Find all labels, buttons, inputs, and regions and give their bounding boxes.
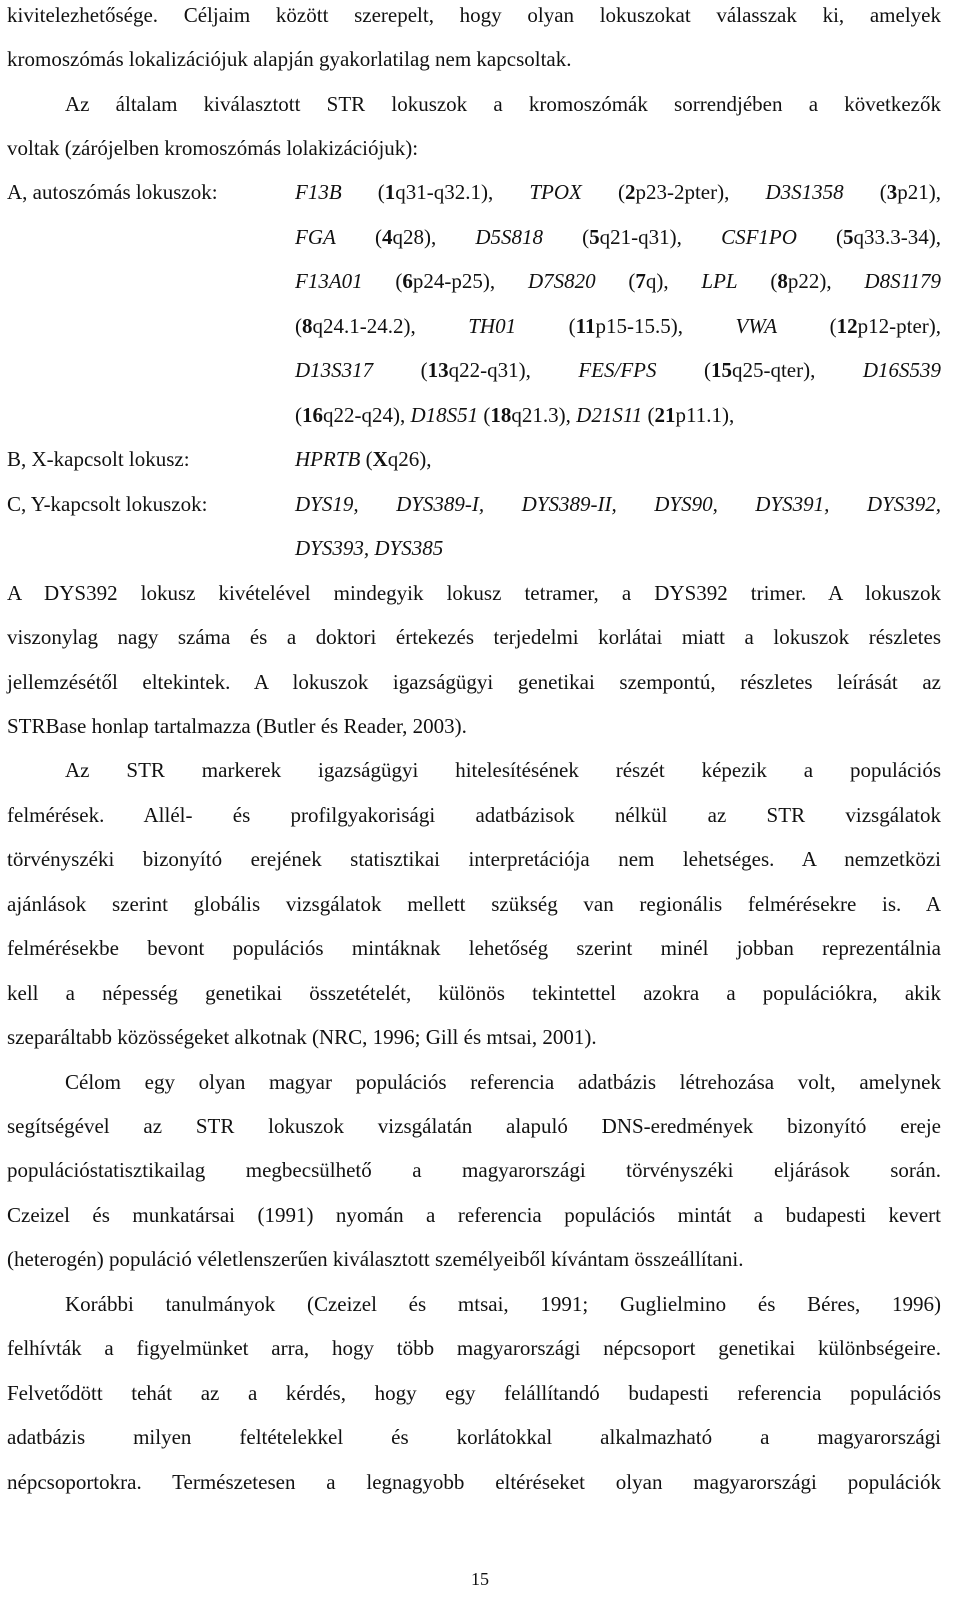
locus-entry: CSF1PO (5q33.3-34),: [721, 225, 942, 249]
loci-line: [295, 266, 941, 296]
text-line: (heterogén) populáció véletlenszerűen kiválasztott személyeiből kívántam összeállítani.: [7, 1247, 744, 1271]
text-line: Felvetődött tehát az a kérdés, hogy egy felállítandó budapesti referencia populációs: [7, 1381, 941, 1405]
locus-entry: (8q24.1-24.2),: [295, 314, 469, 338]
locus-entry: D16S539: [862, 358, 942, 382]
text-line: Korábbi tanulmányok (Czeizel és mtsai, 1991; Guglielmino és Béres, 1996): [65, 1292, 941, 1316]
text-line: adatbázis milyen feltételekkel és korlátokkal alkalmazható a magyarországi: [7, 1425, 941, 1449]
page-number: 15: [471, 1569, 489, 1589]
loci-line: [295, 489, 941, 519]
locus-entry: D5S818 (5q21-q31),: [475, 225, 722, 249]
text-line: Célom egy olyan magyar populációs referencia adatbázis létrehozása volt, amelynek: [65, 1070, 941, 1094]
locus-entry: F13A01 (6p24-p25),: [295, 269, 528, 293]
text-line: felmérésekbe bevont populációs mintáknak lehetőség szerint minél jobban reprezentálnia: [7, 936, 941, 960]
locus-entry: D7S820 (7q),: [527, 269, 702, 293]
text-line: felmérések. Allél- és profilgyakorisági adatbázisok nélkül az STR vizsgálatok: [7, 803, 941, 827]
text-line: A DYS392 lokusz kivételével mindegyik lokusz tetramer, a DYS392 trimer. A lokuszok: [7, 581, 941, 605]
loci-line: [295, 222, 941, 252]
x-linked-locus-label: B, X-kapcsolt lokusz:: [7, 447, 190, 471]
y-linked-loci-label: C, Y-kapcsolt lokuszok:: [7, 492, 208, 516]
y-loci-list: DYS393, DYS385: [295, 536, 444, 560]
locus-entry: VWA (12p12-pter),: [735, 314, 942, 338]
loci-line: [295, 444, 941, 474]
text-line: felhívták a figyelmünket arra, hogy több magyarországi népcsoport genetikai különbségeire.: [7, 1336, 941, 1360]
autosomal-loci-label: A, autoszómás lokuszok:: [7, 180, 218, 204]
locus-entry: TH01 (11p15-15.5),: [468, 314, 736, 338]
locus-entry: D8S1179: [864, 269, 942, 293]
text-line: STRBase honlap tartalmazza (Butler és Reader, 2003).: [7, 714, 467, 738]
text-line: Az általam kiválasztott STR lokuszok a kromoszómák sorrendjében a következők: [65, 92, 941, 116]
text-line: népcsoportokra. Természetesen a legnagyobb eltéréseket olyan magyarországi populációk: [7, 1470, 941, 1494]
text-line: kivitelezhetősége. Céljaim között szerepelt, hogy olyan lokuszokat válasszak ki, amelyek: [7, 3, 941, 27]
locus-entry: D18S51 (18q21.3),: [410, 403, 577, 427]
text-line: szeparáltabb közösségeket alkotnak (NRC, 1996; Gill és mtsai, 2001).: [7, 1025, 597, 1049]
text-line: Az STR markerek igazságügyi hitelesítésének részét képezik a populációs: [65, 758, 941, 782]
text-line: kell a népesség genetikai összetételét, különös tekintettel azokra a populációkra, akik: [7, 981, 941, 1005]
text-line: segítségével az STR lokuszok vizsgálatán alapuló DNS-eredmények bizonyító ereje: [7, 1114, 941, 1138]
locus-entry: HPRTB (Xq26),: [295, 447, 432, 471]
loci-line: [295, 355, 941, 385]
text-line: voltak (zárójelben kromoszómás lolakizációjuk):: [7, 136, 419, 160]
loci-line: [295, 400, 941, 430]
locus-entry: FES/FPS (15q25-qter),: [578, 358, 863, 382]
locus-entry: (16q22-q24),: [295, 403, 411, 427]
text-line: ajánlások szerint globális vizsgálatok mellett szükség van regionális felmérésekre is. A: [7, 892, 941, 916]
locus-entry: LPL (8p22),: [701, 269, 865, 293]
locus-entry: D21S11 (21p11.1),: [576, 403, 735, 427]
loci-line: [295, 311, 941, 341]
text-line: törvényszéki bizonyító erejének statisztikai interpretációja nem lehetséges. A nemzetközi: [7, 847, 941, 871]
y-loci-list: DYS19, DYS389-I, DYS389-II, DYS90, DYS391, DYS392,: [295, 492, 941, 516]
text-line: kromoszómás lokalizációjuk alapján gyakorlatilag nem kapcsoltak.: [7, 47, 572, 71]
text-line: Czeizel és munkatársai (1991) nyomán a referencia populációs mintát a budapesti kevert: [7, 1203, 941, 1227]
locus-entry: F13B (1q31-q32.1),: [295, 180, 530, 204]
locus-entry: D3S1358 (3p21),: [765, 180, 942, 204]
locus-entry: TPOX (2p23-2pter),: [529, 180, 766, 204]
locus-entry: D13S317 (13q22-q31),: [295, 358, 579, 382]
text-line: jellemzésétől eltekintek. A lokuszok igazságügyi genetikai szempontú, részletes leírását az: [7, 670, 941, 694]
loci-line: [295, 533, 941, 563]
text-line: viszonylag nagy száma és a doktori értekezés terjedelmi korlátai miatt a lokuszok részletes: [7, 625, 941, 649]
locus-entry: FGA (4q28),: [295, 225, 476, 249]
text-line: populációstatisztikailag megbecsülhető a magyarországi törvényszéki eljárások során.: [7, 1158, 941, 1182]
loci-line: [295, 177, 941, 207]
